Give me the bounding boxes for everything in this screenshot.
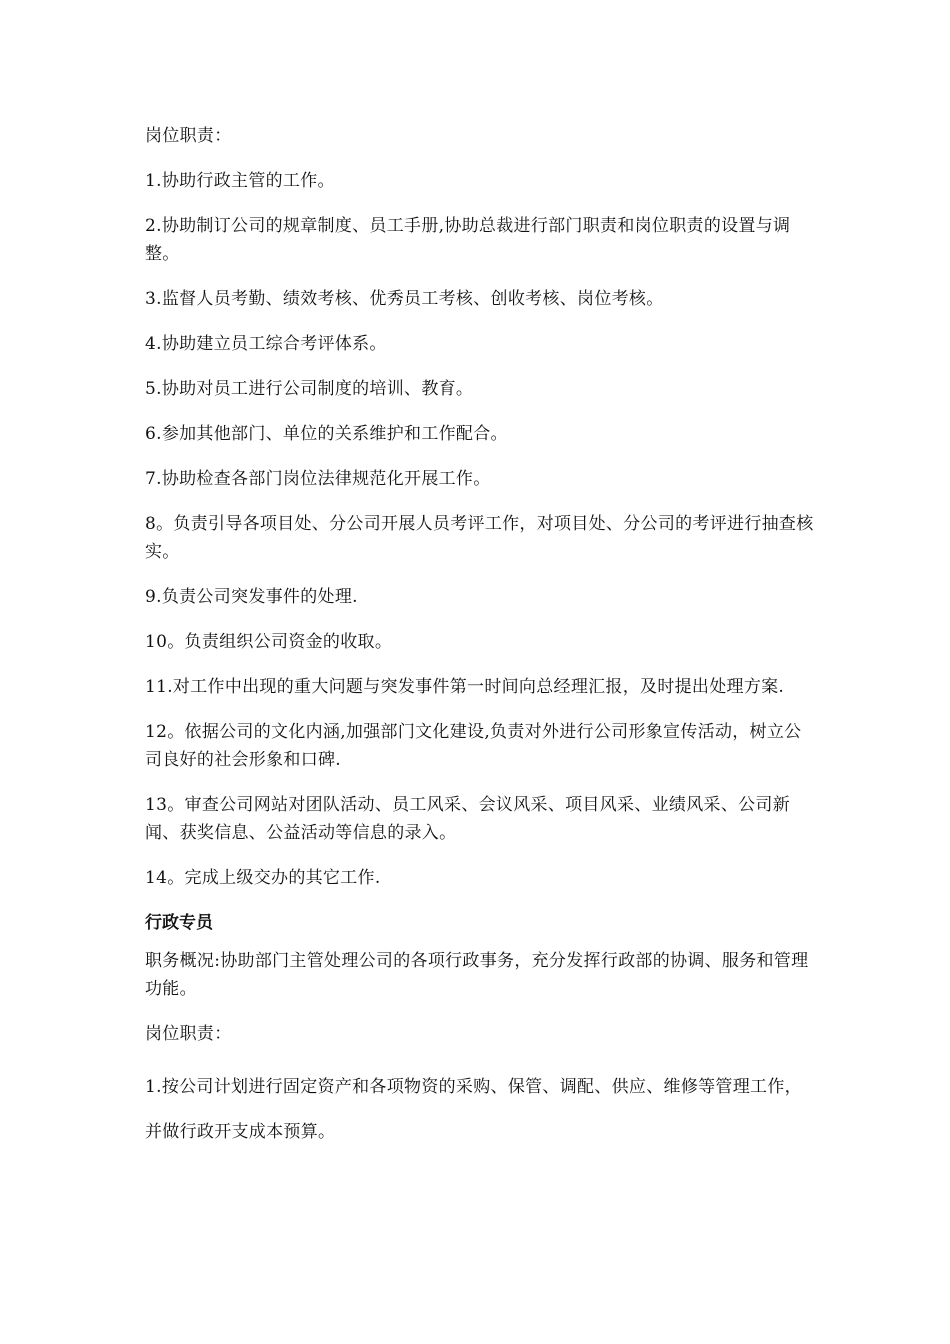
duty-item: 6.参加其他部门、单位的关系维护和工作配合。: [145, 424, 508, 444]
duty-item: 7.协助检查各部门岗位法律规范化开展工作。: [145, 469, 491, 489]
duty-item: 11.对工作中出现的重大问题与突发事件第一时间向总经理汇报，及时提出处理方案.: [145, 677, 785, 697]
duty-item: 4.协助建立员工综合考评体系。: [145, 334, 387, 354]
document-page: [145, 122, 815, 1172]
duty-item: 8。负责引导各项目处、分公司开展人员考评工作，对项目处、分公司的考评进行抽查核实。: [145, 514, 814, 562]
duty-item: 1.按公司计划进行固定资产和各项物资的采购、保管、调配、供应、维修等管理工作，并做行政开支成本预算。: [145, 1077, 802, 1142]
duty-item: 3.监督人员考勤、绩效考核、优秀员工考核、创收考核、岗位考核。: [145, 289, 664, 309]
duties-label: 岗位职责：: [145, 1024, 232, 1044]
duty-item: 5.协助对员工进行公司制度的培训、教育。: [145, 379, 474, 399]
duty-item: 12。依据公司的文化内涵,加强部门文化建设,负责对外进行公司形象宣传活动，树立公司良好的社会形象和口碑.: [145, 722, 802, 770]
duty-item: 14。完成上级交办的其它工作.: [145, 868, 381, 888]
duty-item: 2.协助制订公司的规章制度、员工手册,协助总裁进行部门职责和岗位职责的设置与调整。: [145, 216, 791, 264]
duty-item: 9.负责公司突发事件的处理.: [145, 587, 358, 607]
job-overview: 职务概况:协助部门主管处理公司的各项行政事务，充分发挥行政部的协调、服务和管理功能。: [145, 951, 809, 999]
duty-item: 13。审查公司网站对团队活动、员工风采、会议风采、项目风采、业绩风采、公司新闻、获奖信息、公益活动等信息的录入。: [145, 795, 791, 843]
duties-label: 岗位职责：: [145, 126, 232, 146]
section-heading: 行政专员: [145, 913, 213, 933]
duty-item: 10。负责组织公司资金的收取。: [145, 632, 393, 652]
duty-item: 1.协助行政主管的工作。: [145, 171, 335, 191]
